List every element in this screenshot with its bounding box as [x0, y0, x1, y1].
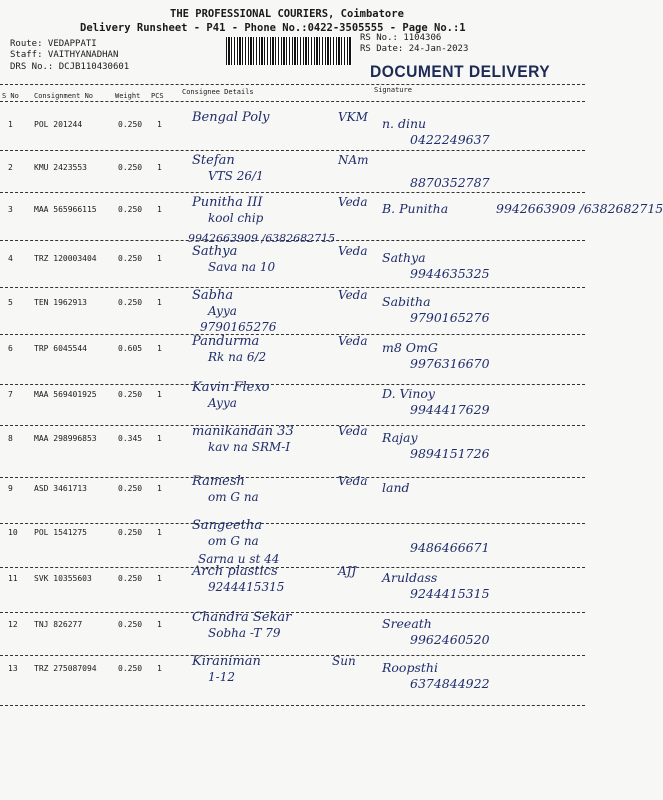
row-route-tag: NAm	[338, 153, 369, 167]
col-weight: Weight	[115, 92, 141, 100]
row-phone: 9942663909 /6382682715	[496, 201, 663, 216]
row-phone: 9976316670	[410, 356, 490, 371]
row-phone: 9944635325	[410, 266, 490, 281]
row-consignee-address: VTS 26/1	[208, 169, 264, 183]
row-consignee-address: om G na	[208, 490, 259, 504]
row-route-tag: Veda	[338, 334, 368, 348]
row-consignee-address: 9244415315	[208, 580, 285, 594]
row-consignee-name: Kavin Flexo	[192, 380, 270, 395]
row-consignee-address: Ayya	[208, 396, 237, 410]
drs-number: DRS No.: DCJB110430601	[10, 62, 130, 72]
row-signature: D. Vinoy	[382, 386, 435, 401]
row-divider	[0, 384, 585, 385]
row-route-tag: Veda	[338, 244, 368, 258]
row-consignment: TNJ 826277	[34, 620, 83, 629]
row-sno: 9	[8, 484, 13, 493]
row-consignee-name: Arch plastics	[192, 564, 278, 579]
row-weight: 0.250	[118, 620, 143, 629]
table-top-rule	[0, 84, 585, 85]
row-consignee-name: Sabha	[192, 288, 234, 303]
row-consignee-address: 1-12	[208, 670, 235, 684]
row-consignee-address: om G na	[208, 534, 259, 548]
row-consignment: MAA 569401925	[34, 390, 97, 399]
row-weight: 0.250	[118, 664, 143, 673]
row-signature: Sathya	[382, 250, 426, 265]
row-weight: 0.250	[118, 574, 143, 583]
row-consignee-name: Sangeetha	[192, 518, 263, 533]
row-consignee-address: Rk na 6/2	[208, 350, 267, 364]
row-weight: 0.250	[118, 163, 143, 172]
row-signature: Roopsthi	[382, 660, 438, 675]
row-pcs: 1	[157, 298, 162, 307]
row-phone: 9894151726	[410, 446, 490, 461]
row-divider	[0, 334, 585, 335]
row-phone: 9486466671	[410, 540, 490, 555]
row-consignee-name: Punitha III	[192, 195, 263, 210]
row-signature: n. dinu	[382, 116, 427, 131]
row-signature: land	[382, 480, 410, 495]
row-pcs: 1	[157, 664, 162, 673]
row-consignee-address: Ayya	[208, 304, 237, 318]
row-signature: B. Punitha	[382, 201, 449, 216]
row-sno: 3	[8, 205, 13, 214]
row-signature: Rajay	[382, 430, 418, 445]
row-consignment: TRZ 120003404	[34, 254, 97, 263]
rs-number: RS No.: 1104306	[360, 33, 442, 43]
col-signature: Signature	[374, 86, 412, 94]
row-divider	[0, 287, 585, 288]
row-consignee-name: Stefan	[192, 153, 235, 168]
row-phone: 9244415315	[410, 586, 490, 601]
row-route-tag: Veda	[338, 424, 368, 438]
row-route-tag: AJJ	[338, 564, 357, 578]
row-pcs: 1	[157, 574, 162, 583]
row-route-tag: VKM	[338, 110, 368, 124]
row-consignee-address: kool chip	[208, 211, 264, 225]
row-divider	[0, 567, 585, 568]
company-title: THE PROFESSIONAL COURIERS, Coimbatore	[170, 8, 404, 20]
row-sno: 6	[8, 344, 13, 353]
row-phone: 9944417629	[410, 402, 490, 417]
col-consignment: Consignment No	[34, 92, 94, 100]
row-consignment: TEN 1962913	[34, 298, 87, 307]
row-divider	[0, 612, 585, 613]
table-header-rule	[0, 101, 585, 102]
row-pcs: 1	[157, 163, 162, 172]
row-pcs: 1	[157, 254, 162, 263]
row-consignment: ASD 3461713	[34, 484, 87, 493]
row-route-tag: Sun	[332, 654, 356, 668]
row-consignee-address: Sobha -T 79	[208, 626, 281, 640]
row-consignment: POL 1541275	[34, 528, 87, 537]
row-sno: 13	[8, 664, 18, 673]
runsheet-title: Delivery Runsheet - P41 - Phone No.:0422-3505555 - Page No.:1	[80, 22, 466, 34]
row-consignee-name: Kiraniman	[192, 654, 261, 669]
row-weight: 0.250	[118, 484, 143, 493]
row-route-tag: Veda	[338, 195, 368, 209]
row-divider	[0, 705, 585, 706]
row-consignment: MAA 298996853	[34, 434, 97, 443]
row-weight: 0.250	[118, 254, 143, 263]
row-consignment: SVK 10355603	[34, 574, 92, 583]
col-consignee: Consignee Details	[182, 88, 254, 96]
row-phone: 6374844922	[410, 676, 490, 691]
row-sno: 11	[8, 574, 18, 583]
row-consignee-name: manikandan 33	[192, 424, 294, 439]
row-consignee-name: Sathya	[192, 244, 238, 259]
row-pcs: 1	[157, 344, 162, 353]
row-weight: 0.250	[118, 298, 143, 307]
rs-date: RS Date: 24-Jan-2023	[360, 44, 469, 54]
row-sno: 8	[8, 434, 13, 443]
row-weight: 0.250	[118, 390, 143, 399]
row-weight: 0.605	[118, 344, 143, 353]
row10-address-line: Sarna u st 44	[198, 552, 280, 566]
row-divider	[0, 655, 585, 656]
row-consignee-name: Bengal Poly	[192, 110, 270, 125]
row-consignment: MAA 565966115	[34, 205, 97, 214]
row-route-tag: Veda	[338, 288, 368, 302]
row-phone: 0422249637	[410, 132, 490, 147]
row-pcs: 1	[157, 390, 162, 399]
row-pcs: 1	[157, 120, 162, 129]
row-sno: 2	[8, 163, 13, 172]
row-consignment: TRP 6045544	[34, 344, 87, 353]
row-pcs: 1	[157, 528, 162, 537]
col-sno: S No	[2, 92, 19, 100]
row-sno: 5	[8, 298, 13, 307]
staff-label: Staff: VAITHYANADHAN	[10, 50, 119, 60]
row-sno: 10	[8, 528, 18, 537]
row-signature: Sabitha	[382, 294, 431, 309]
row-divider	[0, 523, 585, 524]
row-signature: m8 OmG	[382, 340, 438, 355]
row-pcs: 1	[157, 434, 162, 443]
row-pcs: 1	[157, 205, 162, 214]
row-consignment: KMU 2423553	[34, 163, 87, 172]
row-signature: Aruldass	[382, 570, 438, 585]
row-phone: 9790165276	[410, 310, 490, 325]
row-consignee-address: kav na SRM-I	[208, 440, 291, 454]
row-pcs: 1	[157, 484, 162, 493]
document-delivery-stamp: DOCUMENT DELIVERY	[370, 62, 551, 81]
row-consignment: TRZ 275087094	[34, 664, 97, 673]
row-weight: 0.345	[118, 434, 143, 443]
row-weight: 0.250	[118, 205, 143, 214]
row-weight: 0.250	[118, 120, 143, 129]
row-sno: 4	[8, 254, 13, 263]
row-sno: 1	[8, 120, 13, 129]
row5-phone-line: 9790165276	[200, 320, 277, 334]
row-divider	[0, 192, 585, 193]
route-label: Route: VEDAPPATI	[10, 39, 97, 49]
row-sno: 7	[8, 390, 13, 399]
row3-phone-line: 9942663909 /6382682715	[188, 232, 336, 245]
row-consignee-name: Chandra Sekar	[192, 610, 292, 625]
row-consignee-name: Pandurma	[192, 334, 260, 349]
row-pcs: 1	[157, 620, 162, 629]
row-weight: 0.250	[118, 528, 143, 537]
row-consignment: POL 201244	[34, 120, 83, 129]
row-divider	[0, 150, 585, 151]
row-phone: 8870352787	[410, 175, 490, 190]
row-consignee-name: Ramesh	[192, 474, 245, 489]
col-pcs: PCS	[151, 92, 164, 100]
row-sno: 12	[8, 620, 18, 629]
row-consignee-address: Sava na 10	[208, 260, 276, 274]
barcode	[226, 37, 352, 65]
row-divider	[0, 477, 585, 478]
row-signature: Sreeath	[382, 616, 432, 631]
row-route-tag: Veda	[338, 474, 368, 488]
row-phone: 9962460520	[410, 632, 490, 647]
